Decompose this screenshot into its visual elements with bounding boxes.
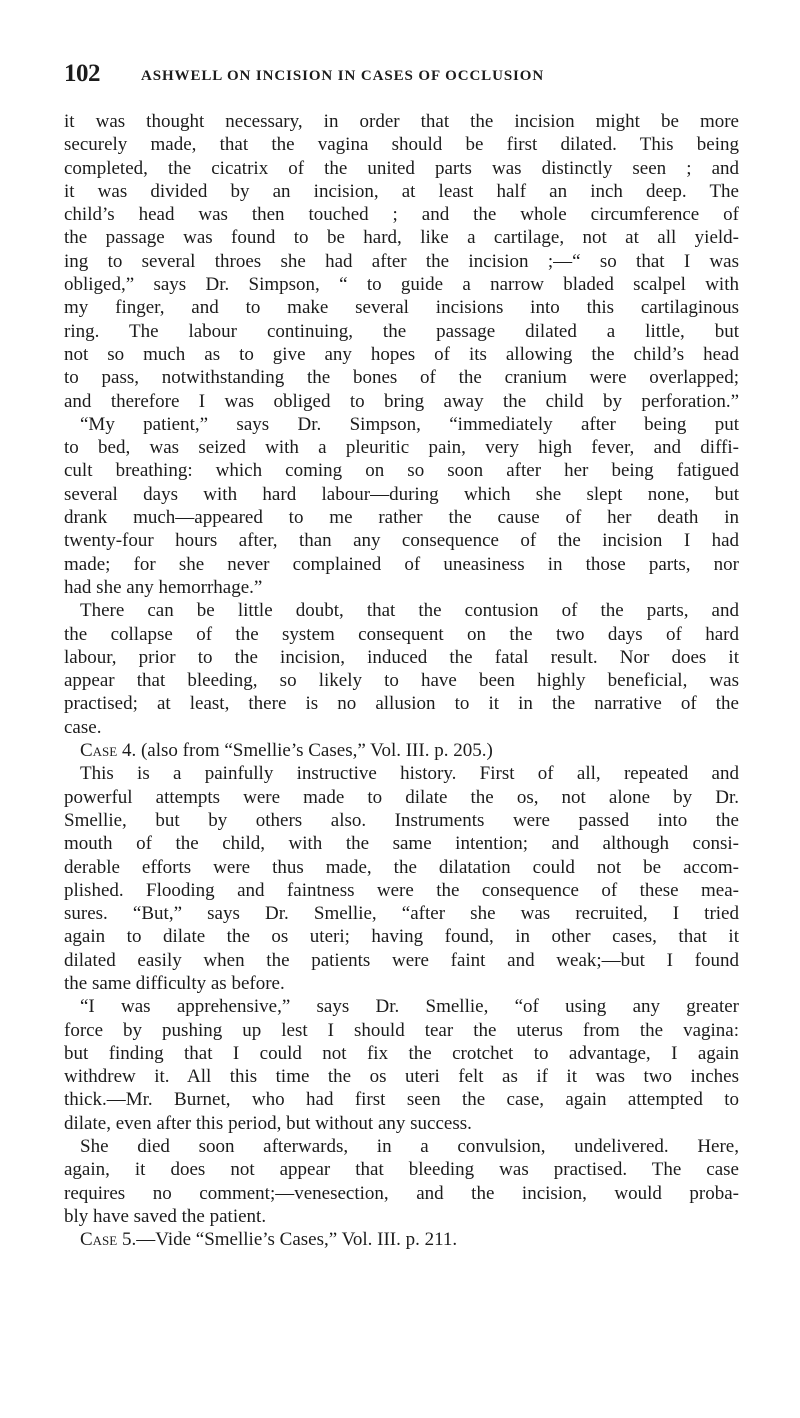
text-line: appear that bleeding, so likely to have been highly beneficial, was: [64, 670, 739, 692]
text-line: again to dilate the os uteri; having found, in other cases, that it: [64, 926, 739, 948]
text-line: cult breathing: which coming on so soon after her being fatigued: [64, 460, 739, 482]
text-line: several days with hard labour—during which she slept none, but: [64, 483, 739, 505]
text-line: had she any hemorrhage.”: [64, 576, 263, 598]
case-label: Case: [80, 1229, 118, 1251]
case-label: Case: [80, 740, 118, 762]
text-line: dilate, even after this period, but without any success.: [64, 1112, 472, 1134]
text-line: obliged,” says Dr. Simpson, “ to guide a narrow bladed scalpel with: [64, 274, 739, 296]
text-line: derable efforts were thus made, the dilatation could not be accom-: [64, 856, 739, 878]
text-line: ing to several throes she had after the incision ;—“ so that I was: [64, 250, 739, 272]
text-line: case.: [64, 716, 102, 738]
text-line: it was divided by an incision, at least half an inch deep. The: [64, 180, 739, 202]
text-line: made; for she never complained of uneasiness in those parts, nor: [64, 553, 739, 575]
text-line: it was thought necessary, in order that the incision might be more: [64, 111, 739, 132]
text-line: ring. The labour continuing, the passage dilated a little, but: [64, 320, 739, 342]
text-line: again, it does not appear that bleeding was practised. The case: [64, 1159, 739, 1181]
case-heading-line: Case 4. (also from “Smellie’s Cases,” Vol. III. p. 205.): [80, 740, 493, 762]
text-line: dilated easily when the patients were faint and weak;—but I found: [64, 949, 739, 971]
text-line: requires no comment;—venesection, and the incision, would proba-: [64, 1182, 739, 1204]
text-line: the collapse of the system consequent on the two days of hard: [64, 623, 739, 645]
text-line: my finger, and to make several incisions into this cartilaginous: [64, 297, 739, 319]
text-line: “I was apprehensive,” says Dr. Smellie, “of using any greater: [80, 996, 739, 1018]
text-line: sures. “But,” says Dr. Smellie, “after she was recruited, I tried: [64, 903, 739, 925]
running-head: [64, 60, 754, 92]
text-line: not so much as to give any hopes of its allowing the child’s head: [64, 343, 739, 365]
text-line: the same difficulty as before.: [64, 972, 285, 994]
text-line: completed, the cicatrix of the united parts was distinctly seen ; and: [64, 157, 739, 179]
text-line: to bed, was seized with a pleuritic pain, very high fever, and diffi-: [64, 437, 739, 459]
text-line: There can be little doubt, that the contusion of the parts, and: [80, 600, 739, 622]
text-line: withdrew it. All this time the os uteri felt as if it was two inches: [64, 1066, 739, 1088]
page-number: 102: [64, 60, 100, 87]
text-line: plished. Flooding and faintness were the consequence of these mea-: [64, 879, 739, 901]
text-line: “My patient,” says Dr. Simpson, “immediately after being put: [80, 413, 739, 435]
body-text: [64, 110, 739, 1252]
text-line: force by pushing up lest I should tear the uterus from the vagina:: [64, 1019, 739, 1041]
text-line: drank much—appeared to me rather the cause of her death in: [64, 507, 739, 529]
text-line: securely made, that the vagina should be first dilated. This being: [64, 134, 739, 156]
text-line: labour, prior to the incision, induced the fatal result. Nor does it: [64, 646, 739, 668]
text-line: bly have saved the patient.: [64, 1205, 267, 1227]
text-line: thick.—Mr. Burnet, who had first seen the case, again attempted to: [64, 1089, 739, 1111]
text-line: mouth of the child, with the same intention; and although consi-: [64, 833, 739, 855]
text-line: This is a painfully instructive history. First of all, repeated and: [80, 763, 739, 785]
case-heading-line: Case 5.—Vide “Smellie’s Cases,” Vol. III. p. 211.: [80, 1229, 458, 1251]
text-line: twenty-four hours after, than any consequence of the incision I had: [64, 530, 739, 552]
text-line: the passage was found to be hard, like a cartilage, not at all yield-: [64, 227, 739, 249]
text-line: child’s head was then touched ; and the whole circumference of: [64, 204, 739, 226]
text-line: powerful attempts were made to dilate the os, not alone by Dr.: [64, 786, 739, 808]
running-title: ASHWELL ON INCISION IN CASES OF OCCLUSION: [141, 68, 545, 84]
text-line: practised; at least, there is no allusion to it in the narrative of the: [64, 693, 739, 715]
text-line: to pass, notwithstanding the bones of the cranium were overlapped;: [64, 367, 739, 389]
text-line: and therefore I was obliged to bring away the child by perforation.”: [64, 390, 739, 412]
text-line: Smellie, but by others also. Instruments were passed into the: [64, 809, 739, 831]
text-line: but finding that I could not fix the crotchet to advantage, I again: [64, 1042, 739, 1064]
text-line: She died soon afterwards, in a convulsion, undelivered. Here,: [80, 1136, 739, 1158]
